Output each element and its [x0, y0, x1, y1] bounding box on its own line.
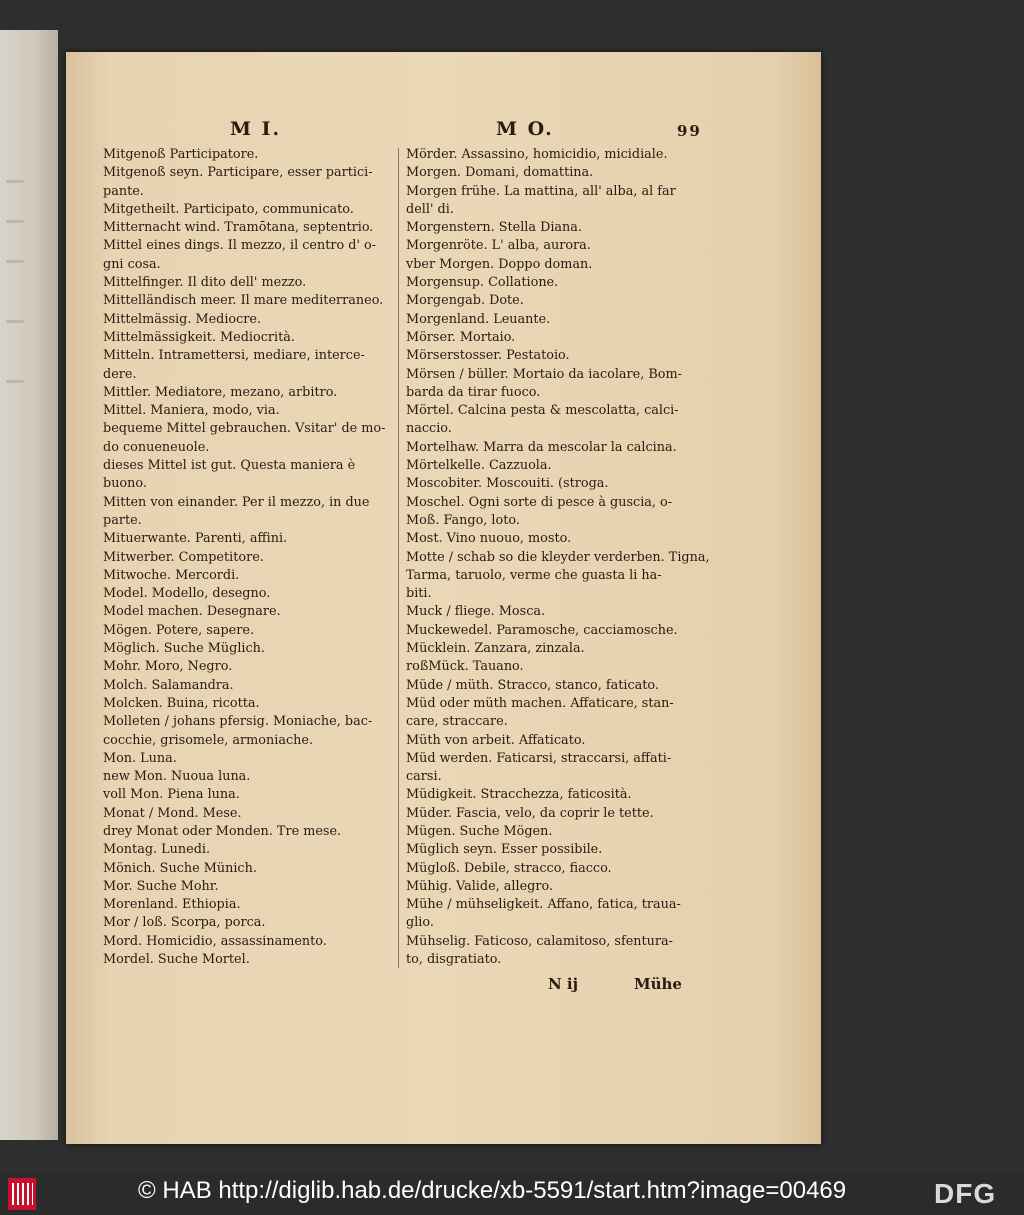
dictionary-line: Mühe / mühseligkeit. Affano, fatica, traua-	[406, 897, 681, 913]
hab-logo-icon	[8, 1178, 36, 1210]
copyright-link[interactable]: © HAB http://diglib.hab.de/drucke/xb-5591/start.htm?image=00469	[138, 1177, 847, 1204]
dictionary-line: Moscobiter. Moscouiti. (stroga.	[406, 476, 609, 492]
dictionary-line: Mordel. Suche Mortel.	[103, 952, 250, 968]
dictionary-line: Müder. Fascia, velo, da coprir le tette.	[406, 805, 654, 821]
dictionary-line: Mon. Luna.	[103, 750, 177, 766]
running-head-right: M O.	[496, 118, 554, 140]
dictionary-line: Mörser. Mortaio.	[406, 329, 516, 345]
dictionary-line: Müdigkeit. Stracchezza, faticosità.	[406, 787, 632, 803]
dictionary-line: Mitgenoß seyn. Participare, esser partici-	[103, 165, 373, 181]
dictionary-line: Müd werden. Faticarsi, straccarsi, affati-	[406, 750, 672, 766]
dictionary-line: dieses Mittel ist gut. Questa maniera è	[103, 458, 356, 474]
dictionary-line: gni cosa.	[103, 256, 161, 272]
page-edge-mark	[6, 320, 24, 323]
dictionary-line: Morgensup. Collatione.	[406, 275, 559, 291]
dictionary-line: voll Mon. Piena luna.	[103, 787, 240, 803]
dictionary-line: vber Morgen. Doppo doman.	[406, 256, 593, 272]
dictionary-line: Montag. Lunedi.	[103, 842, 211, 858]
dictionary-line: Most. Vino nuouo, mosto.	[406, 531, 572, 547]
dictionary-line: Mord. Homicidio, assassinamento.	[103, 933, 327, 949]
page-edge-mark	[6, 180, 24, 183]
dictionary-line: Morgenröte. L' alba, aurora.	[406, 238, 591, 254]
dictionary-line: Molleten / johans pfersig. Moniache, bac-	[103, 714, 373, 730]
dictionary-line: Müde / müth. Stracco, stanco, faticato.	[406, 677, 659, 693]
dictionary-line: Muck / fliege. Mosca.	[406, 604, 546, 620]
dictionary-line: parte.	[103, 512, 142, 528]
dictionary-line: Mor / loß. Scorpa, porca.	[103, 915, 266, 931]
dictionary-line: Molch. Salamandra.	[103, 677, 234, 693]
dfg-logo: DFG	[934, 1178, 997, 1209]
dictionary-line: Monat / Mond. Mese.	[103, 805, 242, 821]
dictionary-line: Mücklein. Zanzara, zinzala.	[406, 641, 585, 657]
dictionary-line: Mörsen / büller. Mortaio da iacolare, Bom-	[406, 366, 682, 382]
dictionary-line: new Mon. Nuoua luna.	[103, 769, 251, 785]
dictionary-line: barda da tirar fuoco.	[406, 384, 541, 400]
dictionary-line: Mögen. Potere, sapere.	[103, 622, 255, 638]
dictionary-line: Mittler. Mediatore, mezano, arbitro.	[103, 384, 338, 400]
dictionary-line: Mörserstosser. Pestatoio.	[406, 348, 570, 364]
dictionary-line: Mittelländisch meer. Il mare mediterraneo.	[103, 293, 384, 309]
right-column	[406, 146, 710, 969]
dictionary-line: Müd oder müth machen. Affaticare, stan-	[406, 695, 674, 711]
dictionary-line: Mitten von einander. Per il mezzo, in due	[103, 494, 370, 510]
dictionary-line: pante.	[103, 183, 144, 199]
dictionary-line: do conueneuole.	[103, 439, 210, 455]
dictionary-line: Morgengab. Dote.	[406, 293, 524, 309]
dictionary-line: Motte / schab so die kleyder verderben. Tigna,	[406, 549, 710, 565]
column-rule	[398, 148, 399, 968]
viewer-footer	[0, 1173, 1024, 1215]
dictionary-line: roßMück. Tauano.	[406, 659, 524, 675]
dictionary-line: dell' di.	[406, 201, 454, 217]
dictionary-line: Mitteln. Intramettersi, mediare, interce-	[103, 348, 365, 364]
running-head-left: M I.	[230, 118, 282, 140]
dictionary-line: Mittelmässigkeit. Mediocrità.	[103, 329, 295, 345]
dictionary-line: Müth von arbeit. Affaticato.	[406, 732, 586, 748]
page-edge-mark	[6, 380, 24, 383]
dictionary-line: Moß. Fango, loto.	[406, 512, 520, 528]
dictionary-line: Mittel. Maniera, modo, via.	[103, 403, 280, 419]
dictionary-line: to, disgratiato.	[406, 952, 502, 968]
dictionary-line: Mittel eines dings. Il mezzo, il centro d' o-	[103, 238, 377, 254]
dictionary-line: Müglich seyn. Esser possibile.	[406, 842, 603, 858]
dictionary-line: drey Monat oder Monden. Tre mese.	[103, 823, 342, 839]
dictionary-line: Morgenland. Leuante.	[406, 311, 551, 327]
dictionary-line: Moschel. Ogni sorte di pesce à guscia, o-	[406, 494, 673, 510]
dictionary-line: Mühselig. Faticoso, calamitoso, sfentura-	[406, 933, 673, 949]
dictionary-line: Model machen. Desegnare.	[103, 604, 281, 620]
dictionary-line: Morenland. Ethiopia.	[103, 897, 241, 913]
dictionary-line: Mittelfinger. Il dito dell' mezzo.	[103, 275, 307, 291]
dictionary-line: carsi.	[406, 769, 442, 785]
dictionary-line: buono.	[103, 476, 147, 492]
dictionary-line: Mönich. Suche Münich.	[103, 860, 257, 876]
page-edge-mark	[6, 260, 24, 263]
dictionary-line: Molcken. Buina, ricotta.	[103, 695, 260, 711]
dictionary-line: care, straccare.	[406, 714, 508, 730]
left-column	[103, 146, 391, 969]
dictionary-line: bequeme Mittel gebrauchen. Vsitar' de mo-	[103, 421, 386, 437]
page-number: 99	[677, 122, 702, 140]
dictionary-line: Mitgetheilt. Participato, communicato.	[103, 201, 354, 217]
dictionary-line: cocchie, grisomele, armoniache.	[103, 732, 314, 748]
dictionary-line: Mohr. Moro, Negro.	[103, 659, 233, 675]
dictionary-line: Mügen. Suche Mögen.	[406, 823, 553, 839]
dictionary-line: Mörtel. Calcina pesta & mescolatta, calci-	[406, 403, 679, 419]
previous-page-edge	[0, 30, 58, 1140]
dictionary-line: Mortelhaw. Marra da mescolar la calcina.	[406, 439, 677, 455]
dictionary-line: Morgenstern. Stella Diana.	[406, 220, 582, 236]
dictionary-line: Mörder. Assassino, homicidio, micidiale.	[406, 147, 668, 162]
dictionary-line: Mituerwante. Parenti, affini.	[103, 531, 288, 547]
dictionary-line: Model. Modello, desegno.	[103, 586, 271, 602]
dictionary-line: Morgen frühe. La mattina, all' alba, al far	[406, 183, 676, 199]
dictionary-line: naccio.	[406, 421, 452, 437]
dictionary-line: Mügloß. Debile, stracco, fiacco.	[406, 860, 612, 876]
dictionary-line: Mittelmässig. Mediocre.	[103, 311, 262, 327]
dictionary-line: biti.	[406, 586, 432, 602]
page-edge-mark	[6, 220, 24, 223]
dictionary-line: glio.	[406, 915, 434, 931]
dictionary-line: Mühig. Valide, allegro.	[406, 878, 554, 894]
dictionary-line: Mörtelkelle. Cazzuola.	[406, 458, 552, 474]
dictionary-line: dere.	[103, 366, 137, 382]
dictionary-line: Mitternacht wind. Tramōtana, septentrio.	[103, 220, 374, 236]
dictionary-line: Möglich. Suche Müglich.	[103, 641, 265, 657]
dictionary-line: Mor. Suche Mohr.	[103, 878, 219, 894]
dictionary-line: Morgen. Domani, domattina.	[406, 165, 594, 181]
dictionary-line: Mitwerber. Competitore.	[103, 549, 264, 565]
dictionary-line: Muckewedel. Paramosche, cacciamosche.	[406, 622, 678, 638]
dictionary-line: Mitgenoß Participatore.	[103, 147, 259, 162]
signature-mark: N ij	[548, 975, 579, 993]
dictionary-line: Mitwoche. Mercordi.	[103, 567, 240, 583]
dictionary-line: Tarma, taruolo, verme che guasta li ha-	[406, 567, 662, 583]
catchword: Mühe	[634, 975, 682, 993]
